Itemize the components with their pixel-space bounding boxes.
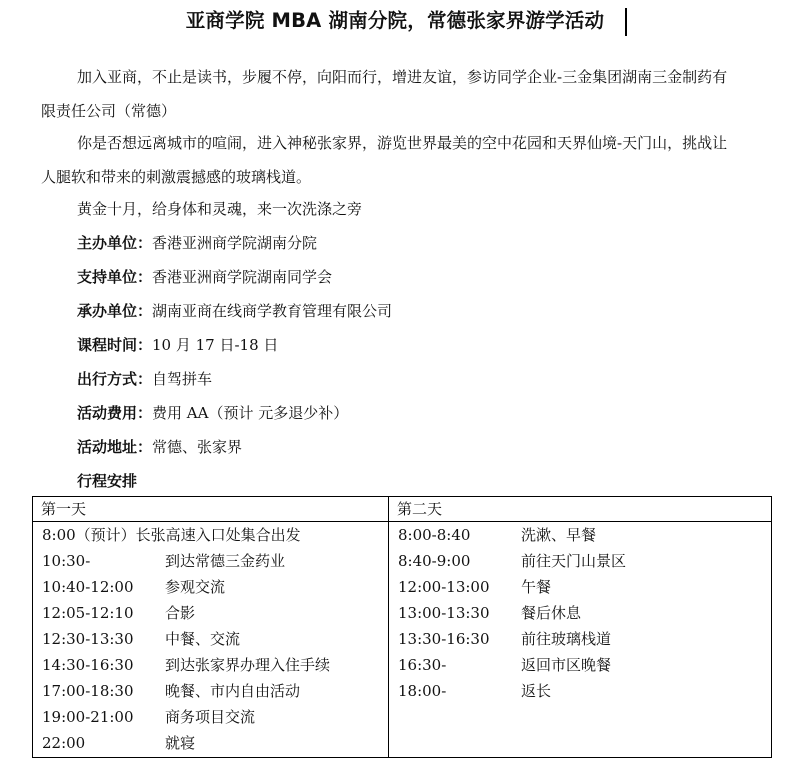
schedule-row [33,574,388,600]
info-location [77,430,242,464]
info-organizer [77,226,317,260]
schedule-row [33,626,388,652]
schedule-time: 14:30-16:30 [42,656,134,674]
schedule-time: 12:05-12:10 [42,604,134,622]
schedule-activity: 晚餐、市内自由活动 [165,682,301,700]
day1-schedule [33,522,389,758]
schedule-activity: 合影 [165,604,196,622]
slogan-line: 黄金十月，给身体和灵魂，来一次洗涤之旁 [77,200,363,218]
schedule-row [389,652,771,678]
schedule-row [33,678,388,704]
schedule-table [32,496,772,758]
schedule-row [389,626,771,652]
schedule-activity: 商务项目交流 [165,708,256,726]
schedule-time: 19:00-21:00 [42,708,134,726]
schedule-activity: 前往天门山景区 [521,552,627,570]
schedule-time: 8:00-8:40 [398,526,471,544]
info-label: 承办单位： [77,302,153,320]
schedule-row [33,522,388,548]
day2-header: 第二天 [389,497,772,522]
day2-schedule [389,522,772,758]
schedule-time: 10:40-12:00 [42,578,134,596]
info-value: 香港亚洲商学院湖南分院 [152,234,318,252]
info-value: 香港亚洲商学院湖南同学会 [152,268,333,286]
info-label: 活动地址： [77,438,153,456]
schedule-activity: 到达常德三金药业 [165,552,286,570]
schedule-time: 12:30-13:30 [42,630,134,648]
schedule-row [33,600,388,626]
schedule-time: 12:00-13:00 [398,578,490,596]
info-value: 常德、张家界 [152,438,243,456]
schedule-activity: 洗漱、早餐 [521,526,597,544]
schedule-time: 22:00 [42,734,86,752]
schedule-first-entry: 8:00（预计）长张高速入口处集合出发 [42,526,301,544]
info-value: 10 月 17 日-18 日 [152,336,279,354]
info-undertaker [77,294,392,328]
schedule-activity: 返回市区晚餐 [521,656,612,674]
schedule-heading-text: 行程安排 [77,472,138,490]
schedule-row [389,600,771,626]
info-travel-mode [77,362,212,396]
schedule-row [389,522,771,548]
schedule-row [33,548,388,574]
schedule-time: 16:30- [398,656,447,674]
info-value: 湖南亚商在线商学教育管理有限公司 [152,302,393,320]
schedule-row [389,548,771,574]
schedule-row [33,652,388,678]
schedule-time: 8:40-9:00 [398,552,471,570]
day1-header: 第一天 [33,497,389,522]
schedule-heading [77,464,137,498]
schedule-time: 17:00-18:30 [42,682,134,700]
info-fee [77,396,348,430]
info-label: 活动费用： [77,404,153,422]
schedule-activity: 前往玻璃栈道 [521,630,612,648]
schedule-activity: 参观交流 [165,578,226,596]
description-paragraph: 你是否想远离城市的喧闹，进入神秘张家界，游览世界最美的空中花园和天界仙境-天门山，挑战让人腿软和带来的刺激震撼感的玻璃栈道。 [41,134,728,186]
schedule-activity: 午餐 [521,578,552,596]
info-course-time [77,328,278,362]
schedule-activity: 中餐、交流 [165,630,241,648]
schedule-row [389,678,771,704]
schedule-row [33,704,388,730]
schedule-row [389,574,771,600]
schedule-activity: 就寝 [165,734,196,752]
schedule-activity: 到达张家界办理入住手续 [165,656,331,674]
info-value: 费用 AA（预计 元多退少补） [152,404,349,422]
info-label: 主办单位： [77,234,153,252]
schedule-activity: 餐后休息 [521,604,582,622]
info-label: 支持单位： [77,268,153,286]
schedule-row [33,730,388,756]
text-cursor [625,8,627,36]
schedule-time: 18:00- [398,682,447,700]
info-label: 课程时间： [77,336,153,354]
intro-paragraph: 加入亚商，不止是读书，步履不停，向阳而行，增进友谊，参访同学企业-三金集团湖南三金制药有限责任公司（常德） [41,68,728,120]
info-value: 自驾拼车 [152,370,213,388]
schedule-time: 13:30-16:30 [398,630,490,648]
schedule-time: 13:00-13:30 [398,604,490,622]
info-label: 出行方式： [77,370,153,388]
schedule-time: 10:30- [42,552,91,570]
schedule-activity: 返长 [521,682,552,700]
info-supporter [77,260,332,294]
document-title: 亚商学院 MBA 湖南分院，常德张家界游学活动 [185,9,605,32]
